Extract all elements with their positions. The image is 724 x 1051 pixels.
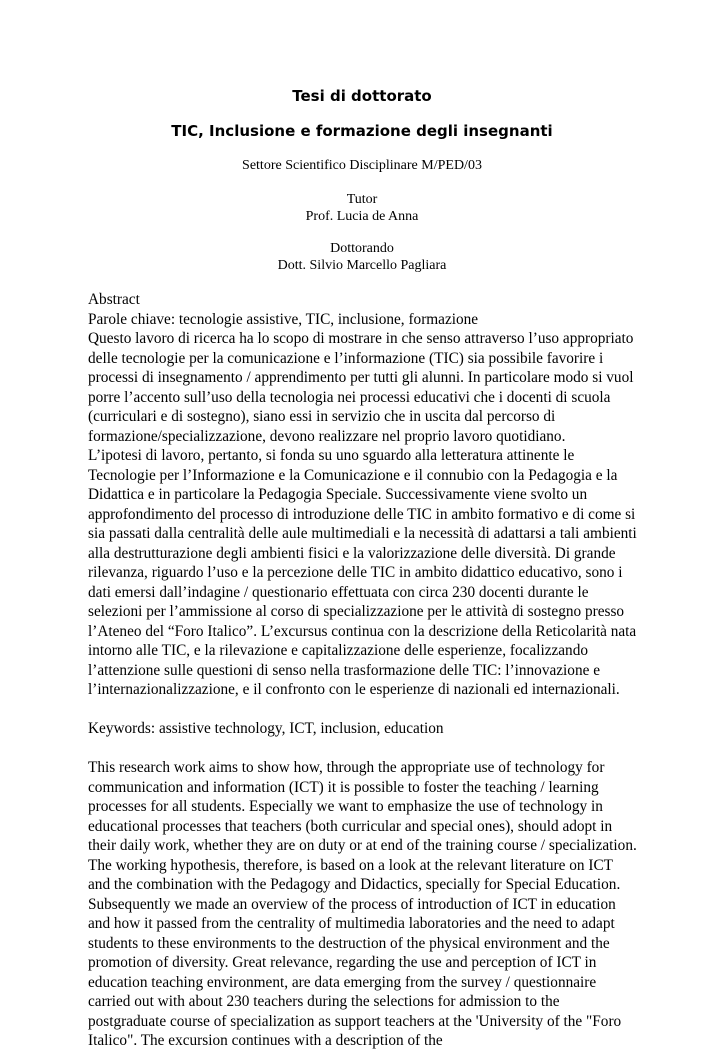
- abstract-paragraph-it-1: Questo lavoro di ricerca ha lo scopo di mostrare in che senso attraverso l’uso appropriato delle tecnologie per la comunicazione e l’informazione (TIC) sia possibile favorire i processi di insegnamento / apprendimento per tutti gli alunni. In particolare modo si vuol porre l’accento sull’uso della tecnologia nei processi educativi che i docenti di scuola (curriculari e di sostegno), siano essi in servizio che in uscita dal percorso di formazione/specializzazione, devono realizzare nel proprio lavoro quotidiano.: [88, 330, 634, 445]
- thesis-subtitle: TIC, Inclusione e formazione degli insegnanti: [171, 122, 553, 140]
- keywords-english: Keywords: assistive technology, ICT, inclusion, education: [88, 720, 444, 737]
- tutor-label: Tutor: [346, 192, 378, 207]
- tutor-name: Prof. Lucia de Anna: [305, 209, 419, 224]
- scientific-sector: Settore Scientifico Disciplinare M/PED/03: [242, 158, 482, 173]
- abstract-paragraph-en-2: The working hypothesis, therefore, is based on a look at the relevant literature on ICT and the combination with the Pedagogy and Didactics, specially for Special Education. Subsequently we made an overview of the process of introduction of ICT in education and how it passed from the centrality of multimedia laboratories and the need to adapt students to these environments to the destruction of the physical environment and the promotion of diversity. Great relevance, regarding the use and perception of ICT in education teaching environment, are data emerging from the survey / questionnaire carried out with about 230 teachers during the selections for admission to the postgraduate course of specialization as support teachers at the 'University of the "Foro Italico". The excursion continues with a description of the: [88, 856, 622, 1049]
- candidate-name: Dott. Silvio Marcello Pagliara: [277, 258, 447, 273]
- thesis-title: Tesi di dottorato: [292, 87, 432, 105]
- abstract-paragraph-en-1: This research work aims to show how, through the appropriate use of technology for communication and information (ICT) it is possible to foster the teaching / learning processes for all students. Especially we want to emphasize the use of technology in educational processes that teachers (both curricular and special ones), should adopt in their daily work, whether they are on duty or at end of the training course / specialization.: [88, 759, 637, 854]
- abstract-paragraph-it-2: L’ipotesi di lavoro, pertanto, si fonda su uno sguardo alla letteratura attinente le Tecnologie per l’Informazione e la Comunicazione e il connubio con la Pedagogia e la Didattica e in particolare la Pedagogia Speciale. Successivamente viene svolto un approfondimento del processo di introduzione delle TIC in ambito formativo e di come si sia passati dalla centralità delle aule multimediali e la necessità di adattarsi a tali ambienti alla destrutturazione degli ambienti fisici e la valorizzazione delle diversità. Di grande rilevanza, riguardo l’uso e la percezione delle TIC in ambito didattico educativo, sono i dati emersi dall’indagine / questionario effettuata con circa 230 docenti durante le selezioni per l’ammissione al corso di specializzazione per le attività di sostegno presso l’Ateneo del “Foro Italico”. L’excursus continua con la descrizione della Reticolarità nata intorno alle TIC, e la rilevazione e capitalizzazione delle esperienze, focalizzando l’attenzione sulle questioni di senso nella trasformazione delle TIC: l’innovazione e l’internazionalizzazione, e il confronto con le esperienze di nazionali ed internazionali.: [88, 447, 637, 698]
- abstract-body: [88, 290, 638, 1051]
- keywords-italian: Parole chiave: tecnologie assistive, TIC, inclusione, formazione: [88, 310, 479, 328]
- abstract-heading: Abstract: [88, 291, 140, 308]
- candidate-label: Dottorando: [330, 241, 394, 256]
